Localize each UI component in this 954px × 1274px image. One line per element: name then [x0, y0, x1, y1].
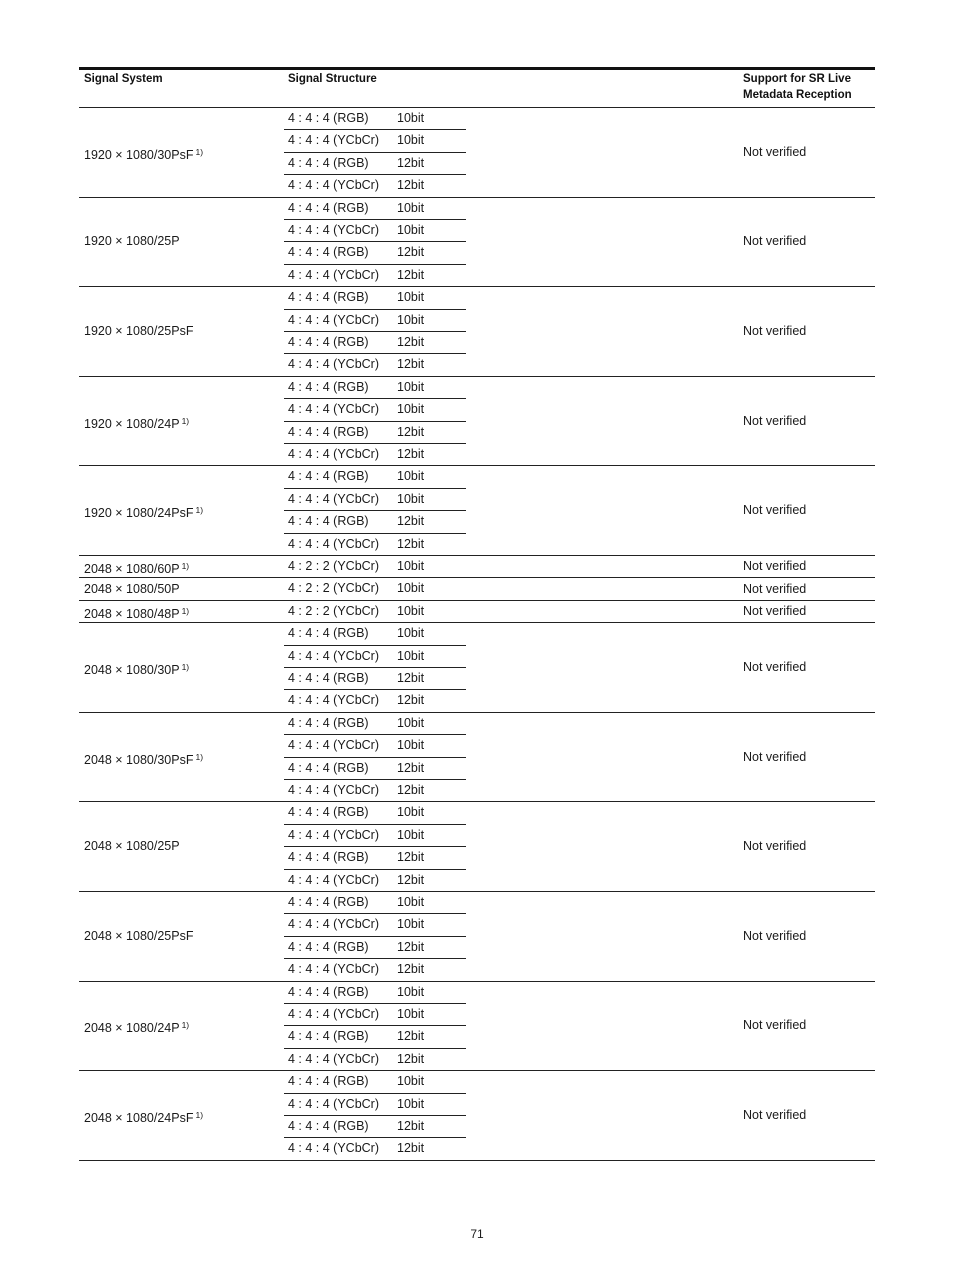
signal-structure-cell: 4 : 4 : 4 (RGB)	[288, 1074, 369, 1089]
signal-structure-cell: 4 : 4 : 4 (YCbCr)	[288, 536, 379, 551]
bit-depth-cell: 12bit	[397, 850, 425, 865]
support-status-cell: Not verified	[743, 144, 807, 159]
signal-structure-cell: 4 : 4 : 4 (YCbCr)	[288, 872, 379, 887]
footnote-marker: 1)	[181, 662, 190, 672]
signal-system-cell	[84, 925, 193, 947]
group-rule	[79, 981, 875, 982]
bit-depth-cell: 12bit	[397, 1119, 425, 1133]
signal-structure-cell: 4 : 4 : 4 (RGB)	[288, 715, 369, 730]
bit-depth-cell: 12bit	[397, 783, 425, 797]
bit-depth-cell: 12bit	[397, 962, 425, 977]
signal-structure-cell: 4 : 4 : 4 (YCbCr)	[288, 917, 379, 932]
support-status-cell: Not verified	[743, 234, 807, 249]
bit-depth-cell: 10bit	[397, 491, 425, 506]
signal-system-cell	[84, 835, 180, 857]
support-status-cell: Not verified	[743, 660, 807, 674]
signal-structure-cell: 4 : 4 : 4 (RGB)	[288, 200, 369, 215]
signal-structure-cell: 4 : 4 : 4 (RGB)	[288, 850, 369, 865]
bit-depth-cell: 10bit	[397, 805, 425, 820]
bit-depth-cell: 10bit	[397, 603, 425, 618]
signal-structure-cell: 4 : 4 : 4 (YCbCr)	[288, 1141, 379, 1156]
signal-system-cell	[84, 410, 189, 435]
signal-system-label: 1920 × 1080/25P	[84, 234, 180, 249]
signal-system-label: 2048 × 1080/24P	[84, 1021, 180, 1036]
signal-structure-cell: 4 : 4 : 4 (RGB)	[288, 1029, 369, 1044]
signal-structure-cell: 4 : 4 : 4 (YCbCr)	[288, 178, 379, 193]
bit-depth-cell: 10bit	[397, 827, 425, 842]
signal-system-label: 1920 × 1080/24P	[84, 416, 180, 431]
bit-depth-cell: 10bit	[397, 290, 425, 305]
bit-depth-cell: 10bit	[397, 581, 425, 596]
group-rule	[79, 286, 875, 287]
bit-depth-cell: 12bit	[397, 178, 425, 193]
header-bottom-rule	[79, 107, 875, 108]
signal-structure-cell: 4 : 4 : 4 (RGB)	[288, 290, 369, 305]
signal-structure-cell: 4 : 4 : 4 (YCbCr)	[288, 491, 379, 506]
signal-structure-cell: 4 : 4 : 4 (YCbCr)	[288, 693, 379, 708]
signal-system-label: 2048 × 1080/60P	[84, 562, 180, 577]
signal-structure-cell: 4 : 4 : 4 (YCbCr)	[288, 648, 379, 663]
bit-depth-cell: 12bit	[397, 514, 425, 529]
footnote-marker: 1)	[195, 505, 204, 516]
bit-depth-cell: 10bit	[397, 1074, 425, 1089]
signal-structure-cell: 4 : 4 : 4 (RGB)	[288, 424, 369, 439]
signal-structure-cell: 4 : 4 : 4 (RGB)	[288, 155, 369, 170]
signal-structure-cell: 4 : 4 : 4 (RGB)	[288, 760, 369, 775]
signal-structure-cell: 4 : 4 : 4 (YCbCr)	[288, 1007, 379, 1021]
signal-system-label: 1920 × 1080/24PsF	[84, 506, 194, 521]
group-rule	[79, 376, 875, 377]
signal-structure-cell: 4 : 4 : 4 (RGB)	[288, 379, 369, 394]
group-rule	[79, 801, 875, 802]
support-status-cell: Not verified	[743, 604, 807, 618]
signal-system-label: 1920 × 1080/30PsF	[84, 147, 194, 162]
support-status-cell: Not verified	[743, 749, 807, 764]
bit-depth-cell: 12bit	[397, 267, 425, 282]
signal-system-label: 2048 × 1080/25PsF	[84, 928, 194, 943]
signal-structure-cell: 4 : 4 : 4 (YCbCr)	[288, 962, 379, 977]
signal-system-label: 2048 × 1080/30PsF	[84, 752, 194, 767]
signal-system-cell	[84, 141, 203, 166]
footnote-marker: 1)	[195, 751, 204, 762]
bit-depth-cell: 12bit	[397, 939, 425, 954]
signal-system-cell	[84, 320, 193, 342]
header-support: Support for SR Live Metadata Reception	[743, 73, 852, 101]
support-status-cell: Not verified	[743, 413, 807, 428]
signal-system-cell	[84, 746, 203, 771]
bit-depth-cell: 10bit	[397, 648, 425, 663]
signal-structure-cell: 4 : 4 : 4 (RGB)	[288, 939, 369, 954]
bit-depth-cell: 10bit	[397, 984, 425, 999]
page-number: 71	[470, 1227, 484, 1241]
signal-structure-cell: 4 : 2 : 2 (YCbCr)	[288, 581, 379, 596]
footnote-marker: 1)	[195, 1110, 204, 1120]
bit-depth-cell: 12bit	[397, 245, 425, 260]
signal-structure-cell: 4 : 4 : 4 (RGB)	[288, 984, 369, 999]
signal-structure-cell: 4 : 4 : 4 (YCbCr)	[288, 738, 379, 753]
signal-structure-cell: 4 : 4 : 4 (RGB)	[288, 626, 369, 641]
support-status-cell: Not verified	[743, 559, 807, 574]
signal-structure-cell: 4 : 4 : 4 (YCbCr)	[288, 312, 379, 327]
header-signal-structure: Signal Structure	[288, 73, 377, 85]
signal-structure-cell: 4 : 4 : 4 (RGB)	[288, 895, 369, 909]
signal-structure-cell: 4 : 4 : 4 (YCbCr)	[288, 1096, 379, 1111]
signal-structure-cell: 4 : 4 : 4 (YCbCr)	[288, 447, 379, 461]
signal-system-label: 2048 × 1080/50P	[84, 581, 180, 596]
bit-depth-cell: 12bit	[397, 872, 425, 887]
bit-depth-cell: 12bit	[397, 1029, 425, 1044]
signal-structure-cell: 4 : 4 : 4 (YCbCr)	[288, 783, 379, 797]
signal-structure-cell: 4 : 4 : 4 (YCbCr)	[288, 357, 379, 372]
signal-structure-cell: 4 : 4 : 4 (YCbCr)	[288, 1051, 379, 1066]
bit-depth-cell: 10bit	[397, 223, 425, 237]
signal-system-cell	[84, 1104, 203, 1129]
signal-system-label: 2048 × 1080/30P	[84, 663, 180, 677]
bit-depth-cell: 10bit	[397, 917, 425, 932]
bit-depth-cell: 10bit	[397, 1096, 425, 1111]
signal-system-cell	[84, 578, 180, 600]
support-status-cell: Not verified	[743, 581, 807, 596]
bit-depth-cell: 12bit	[397, 335, 425, 349]
signal-system-label: 2048 × 1080/25P	[84, 839, 180, 854]
bit-depth-cell: 10bit	[397, 738, 425, 753]
footnote-marker: 1)	[181, 561, 190, 572]
group-rule	[79, 891, 875, 892]
signal-structure-cell: 4 : 4 : 4 (RGB)	[288, 514, 369, 529]
group-rule	[79, 1070, 875, 1071]
bit-depth-cell: 10bit	[397, 715, 425, 730]
group-rule	[79, 712, 875, 713]
signal-system-cell	[84, 1014, 189, 1039]
footnote-marker: 1)	[181, 606, 190, 616]
bit-depth-cell: 12bit	[397, 1051, 425, 1066]
bit-depth-cell: 10bit	[397, 1007, 425, 1021]
footnote-marker: 1)	[181, 1020, 190, 1031]
signal-structure-cell: 4 : 4 : 4 (RGB)	[288, 469, 369, 484]
signal-system-label: 2048 × 1080/48P	[84, 607, 180, 621]
bit-depth-cell: 12bit	[397, 1141, 425, 1156]
signal-system-cell	[84, 656, 189, 681]
bit-depth-cell: 10bit	[397, 133, 425, 148]
signal-system-cell	[84, 230, 180, 252]
support-status-cell: Not verified	[743, 839, 807, 854]
bit-depth-cell: 10bit	[397, 402, 425, 417]
bit-depth-cell: 12bit	[397, 693, 425, 708]
bit-depth-cell: 10bit	[397, 379, 425, 394]
group-rule	[79, 465, 875, 466]
bit-depth-cell: 10bit	[397, 111, 425, 125]
bit-depth-cell: 12bit	[397, 671, 425, 685]
header-signal-system: Signal System	[84, 73, 163, 85]
signal-system-label: 2048 × 1080/24PsF	[84, 1111, 194, 1125]
bit-depth-cell: 12bit	[397, 447, 425, 461]
bit-depth-cell: 12bit	[397, 155, 425, 170]
bit-depth-cell: 10bit	[397, 200, 425, 215]
signal-structure-cell: 4 : 2 : 2 (YCbCr)	[288, 559, 379, 573]
signal-structure-cell: 4 : 2 : 2 (YCbCr)	[288, 603, 379, 618]
signal-structure-cell: 4 : 4 : 4 (RGB)	[288, 671, 369, 685]
bit-depth-cell: 10bit	[397, 895, 425, 909]
signal-structure-cell: 4 : 4 : 4 (YCbCr)	[288, 402, 379, 417]
group-rule	[79, 1160, 875, 1161]
bit-depth-cell: 12bit	[397, 424, 425, 439]
signal-structure-cell: 4 : 4 : 4 (YCbCr)	[288, 827, 379, 842]
footnote-marker: 1)	[181, 415, 190, 426]
signal-structure-cell: 4 : 4 : 4 (YCbCr)	[288, 133, 379, 148]
support-status-cell: Not verified	[743, 1018, 807, 1033]
support-status-cell: Not verified	[743, 1108, 807, 1122]
signal-system-label: 1920 × 1080/25PsF	[84, 324, 194, 338]
bit-depth-cell: 12bit	[397, 357, 425, 372]
bit-depth-cell: 10bit	[397, 469, 425, 484]
bit-depth-cell: 12bit	[397, 760, 425, 775]
signal-structure-cell: 4 : 4 : 4 (YCbCr)	[288, 267, 379, 282]
table-top-rule	[79, 67, 875, 70]
support-status-cell: Not verified	[743, 928, 807, 943]
signal-system-cell	[84, 499, 203, 524]
bit-depth-cell: 10bit	[397, 626, 425, 641]
signal-structure-cell: 4 : 4 : 4 (RGB)	[288, 111, 369, 125]
group-rule	[79, 622, 875, 623]
signal-structure-cell: 4 : 4 : 4 (RGB)	[288, 805, 369, 820]
signal-structure-cell: 4 : 4 : 4 (RGB)	[288, 335, 369, 349]
signal-structure-cell: 4 : 4 : 4 (RGB)	[288, 245, 369, 260]
bit-depth-cell: 10bit	[397, 312, 425, 327]
group-rule	[79, 197, 875, 198]
signal-structure-cell: 4 : 4 : 4 (RGB)	[288, 1119, 369, 1133]
bit-depth-cell: 12bit	[397, 536, 425, 551]
support-status-cell: Not verified	[743, 503, 807, 518]
footnote-marker: 1)	[195, 146, 204, 157]
support-status-cell: Not verified	[743, 324, 807, 338]
bit-depth-cell: 10bit	[397, 559, 425, 573]
signal-structure-cell: 4 : 4 : 4 (YCbCr)	[288, 223, 379, 237]
